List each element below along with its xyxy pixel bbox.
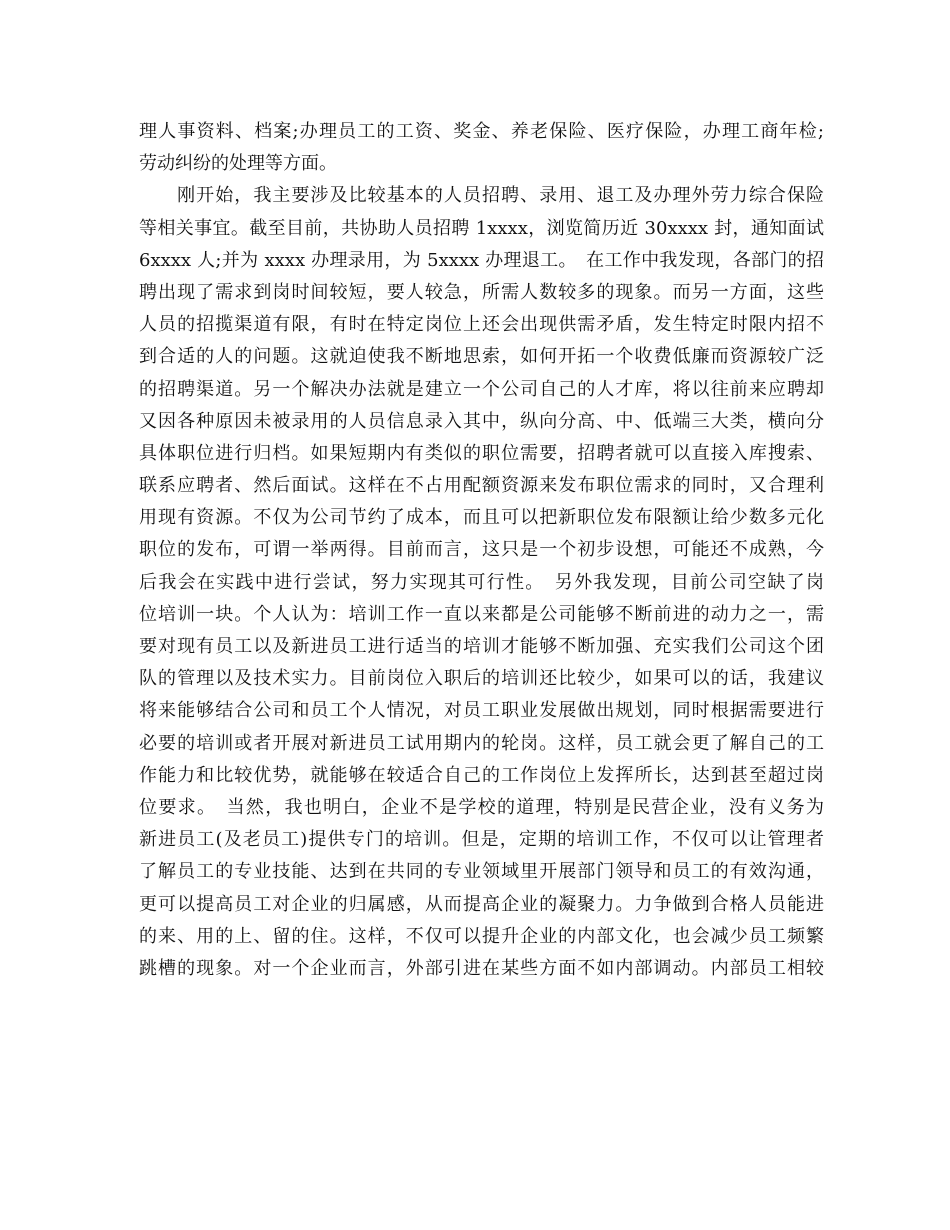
text-line: 理人事资料、档案;办理员工的工资、奖金、养老保险、医疗保险，办理工商年检; <box>139 121 824 142</box>
text-line: 的来、用的上、留的住。这样，不仅可以提升企业的内部文化，也会减少员工频繁 <box>139 925 824 947</box>
text-line: 人员的招揽渠道有限，有时在特定岗位上还会出现供需矛盾，发生特定时限内招不 <box>139 314 824 336</box>
text-line: 必要的培训或者开展对新进员工试用期内的轮岗。这样，员工就会更了解自己的工 <box>139 732 824 754</box>
text-line: 跳槽的现象。对一个企业而言，外部引进在某些方面不如内部调动。内部员工相较 <box>139 957 824 979</box>
text-line: 劳动纠纷的处理等方面。 <box>139 153 337 175</box>
text-line: 位要求。 当然，我也明白，企业不是学校的道理，特别是民营企业，没有义务为 <box>139 796 824 818</box>
text-line: 等相关事宜。截至目前，共协助人员招聘 1xxxx，浏览简历近 30xxxx 封，通知面试 <box>139 217 824 239</box>
text-line: 要对现有员工以及新进员工进行适当的培训才能够不断加强、充实我们公司这个团 <box>139 636 824 657</box>
text-line: 更可以提高员工对企业的归属感，从而提高企业的凝聚力。力争做到合格人员能进 <box>139 893 824 915</box>
text-line: 新进员工(及老员工)提供专门的培训。但是，定期的培训工作，不仅可以让管理者 <box>139 829 824 851</box>
text-line: 了解员工的专业技能、达到在共同的专业领域里开展部门领导和员工的有效沟通， <box>139 861 824 883</box>
text-line: 用现有资源。不仅为公司节约了成本，而且可以把新职位发布限额让给少数多元化 <box>139 507 824 529</box>
text-line: 聘出现了需求到岗时间较短，要人较急，所需人数较多的现象。而另一方面，这些 <box>139 281 824 303</box>
text-line: 刚开始，我主要涉及比较基本的人员招聘、录用、退工及办理外劳力综合保险 <box>139 185 824 207</box>
text-line: 队的管理以及技术实力。目前岗位入职后的培训还比较少，如果可以的话，我建议 <box>139 668 824 690</box>
document-body <box>139 116 824 985</box>
text-line: 的招聘渠道。另一个解决办法就是建立一个公司自己的人才库，将以往前来应聘却 <box>139 378 824 400</box>
text-line: 位培训一块。个人认为：培训工作一直以来都是公司能够不断前进的动力之一，需 <box>139 603 824 625</box>
text-line: 联系应聘者、然后面试。这样在不占用配额资源来发布职位需求的同时，又合理利 <box>139 475 824 497</box>
text-line: 到合适的人的问题。这就迫使我不断地思索，如何开拓一个收费低廉而资源较广泛 <box>139 346 824 368</box>
text-line: 后我会在实践中进行尝试，努力实现其可行性。 另外我发现，目前公司空缺了岗 <box>139 571 824 593</box>
text-line: 职位的发布，可谓一举两得。目前而言，这只是一个初步设想，可能还不成熟，今 <box>139 539 824 561</box>
text-line: 作能力和比较优势，就能够在较适合自己的工作岗位上发挥所长，达到甚至超过岗 <box>139 764 824 786</box>
text-line: 6xxxx 人;并为 xxxx 办理录用，为 5xxxx 办理退工。 在工作中我发现，各部门的招 <box>139 249 824 271</box>
text-line: 具体职位进行归档。如果短期内有类似的职位需要，招聘者就可以直接入库搜索、 <box>139 442 824 464</box>
text-line: 将来能够结合公司和员工个人情况，对员工职业发展做出规划，同时根据需要进行 <box>139 700 824 722</box>
text-line: 又因各种原因未被录用的人员信息录入其中，纵向分高、中、低端三大类，横向分 <box>139 410 824 432</box>
